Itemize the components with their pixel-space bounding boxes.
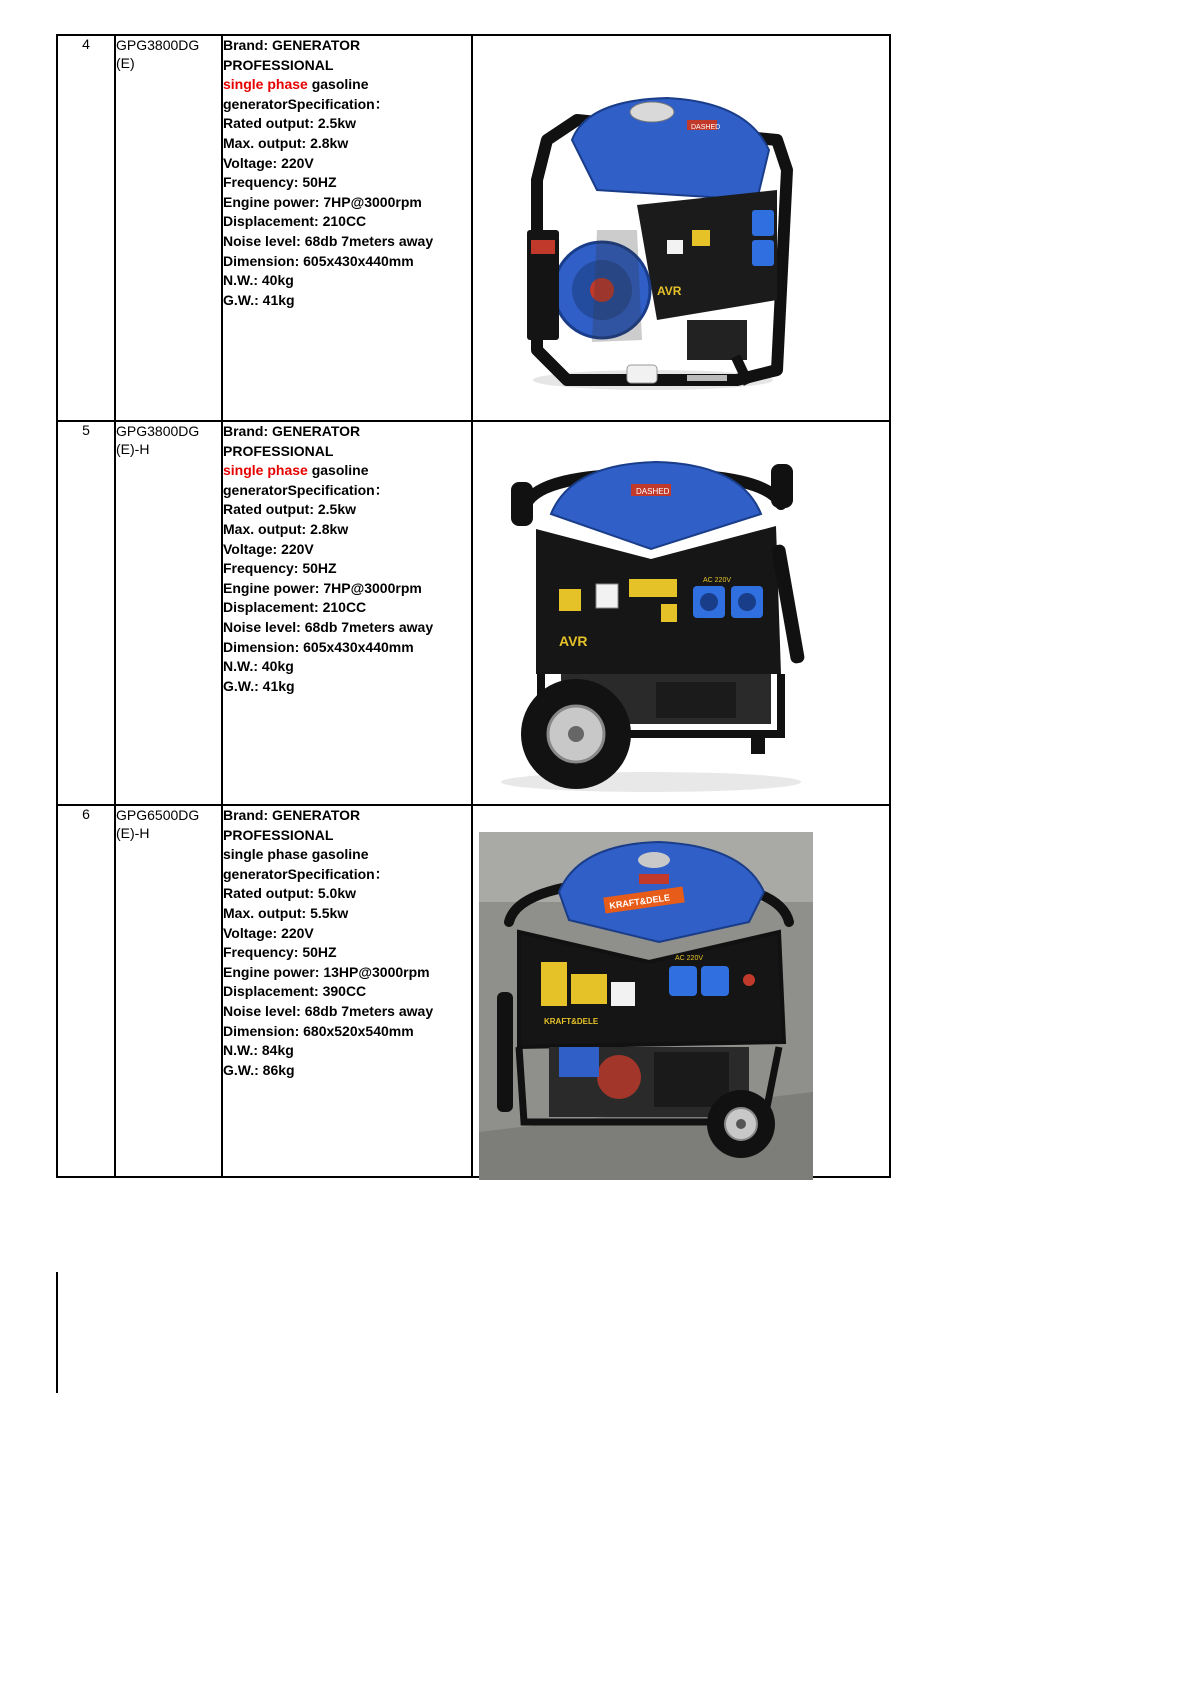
description-cell: [222, 805, 472, 1177]
spec-line: Dimension: 605x430x440mm: [223, 638, 414, 655]
phase-line: [223, 75, 471, 114]
brand-sticker-text: KRAFT&DELE: [608, 892, 671, 911]
spec-line: Max. output: 2.8kw: [223, 134, 349, 151]
phase-line: [223, 461, 471, 500]
sticker-text: DASHED: [636, 487, 670, 496]
spec-line: Rated output: 5.0kw: [223, 885, 357, 902]
model-code: GPG6500DG(E)-H: [116, 807, 200, 841]
generator-photo-gpg3800dg-e: [507, 80, 799, 398]
row-number: 4: [57, 35, 115, 421]
model-code: GPG3800DG(E): [116, 37, 200, 71]
model-cell: [115, 805, 222, 1177]
spec-line: N.W.: 40kg: [223, 658, 294, 675]
spec-line: Rated output: 2.5kw: [223, 501, 357, 518]
image-cell: [472, 805, 890, 1177]
spec-line: Voltage: 220V: [223, 540, 314, 557]
spec-line: Max. output: 5.5kw: [223, 904, 349, 921]
model-cell: [115, 35, 222, 421]
table-row: [57, 805, 890, 1177]
panel-tag: AC 220V: [675, 955, 704, 962]
spec-line: Noise level: 68db 7meters away: [223, 618, 434, 635]
avr-badge: AVR: [559, 633, 588, 649]
description-cell: [222, 35, 472, 421]
spec-line: Noise level: 68db 7meters away: [223, 1002, 434, 1019]
spec-line: N.W.: 40kg: [223, 272, 294, 289]
model-code: GPG3800DG(E)-H: [116, 423, 200, 457]
spec-line: Rated output: 2.5kw: [223, 115, 357, 132]
table-row: [57, 35, 890, 421]
spec-line: Displacement: 390CC: [223, 983, 367, 1000]
phase-highlight: single phase: [223, 76, 308, 93]
spec-line: Engine power: 13HP@3000rpm: [223, 963, 430, 980]
spec-line: G.W.: 41kg: [223, 677, 295, 694]
table-continuation-line: [56, 1272, 58, 1393]
spec-line: Frequency: 50HZ: [223, 560, 337, 577]
phase-highlight: single phase: [223, 462, 308, 479]
row-number: 6: [57, 805, 115, 1177]
brand-line: Brand: GENERATOR PROFESSIONAL: [223, 37, 361, 73]
row-number: 5: [57, 421, 115, 805]
phase-rest: gasoline generatorSpecification：: [223, 462, 389, 498]
phase-line: single phase gasoline generatorSpecification：: [223, 846, 389, 882]
spec-line: Engine power: 7HP@3000rpm: [223, 579, 422, 596]
spec-line: G.W.: 86kg: [223, 1061, 295, 1078]
sticker-text: DASHED: [691, 124, 721, 131]
spec-line: Max. output: 2.8kw: [223, 520, 349, 537]
spec-line: Engine power: 7HP@3000rpm: [223, 193, 422, 210]
spec-line: Noise level: 68db 7meters away: [223, 232, 434, 249]
description-cell: [222, 421, 472, 805]
spec-line: Displacement: 210CC: [223, 213, 367, 230]
image-cell: [472, 421, 890, 805]
table-row: [57, 421, 890, 805]
model-cell: [115, 421, 222, 805]
spec-line: Frequency: 50HZ: [223, 944, 337, 961]
phase-rest: gasoline generatorSpecification：: [223, 76, 389, 112]
spec-line: Frequency: 50HZ: [223, 174, 337, 191]
generator-photo-gpg3800dg-e-h: [481, 434, 815, 796]
spec-line: Displacement: 210CC: [223, 599, 367, 616]
image-cell: [472, 35, 890, 421]
generator-photo-gpg6500dg-e-h: [479, 832, 813, 1180]
spec-line: Voltage: 220V: [223, 154, 314, 171]
panel-brand-text: KRAFT&DELE: [544, 1017, 599, 1026]
spec-line: Dimension: 680x520x540mm: [223, 1022, 414, 1039]
spec-line: Dimension: 605x430x440mm: [223, 252, 414, 269]
brand-line: Brand: GENERATOR PROFESSIONAL: [223, 423, 361, 459]
avr-badge: AVR: [657, 284, 682, 298]
panel-tag: AC 220V: [703, 577, 732, 584]
spec-line: Voltage: 220V: [223, 924, 314, 941]
spec-line: G.W.: 41kg: [223, 291, 295, 308]
spec-line: N.W.: 84kg: [223, 1042, 294, 1059]
generator-spec-table: [56, 34, 891, 1178]
brand-line: Brand: GENERATOR PROFESSIONAL: [223, 807, 361, 843]
